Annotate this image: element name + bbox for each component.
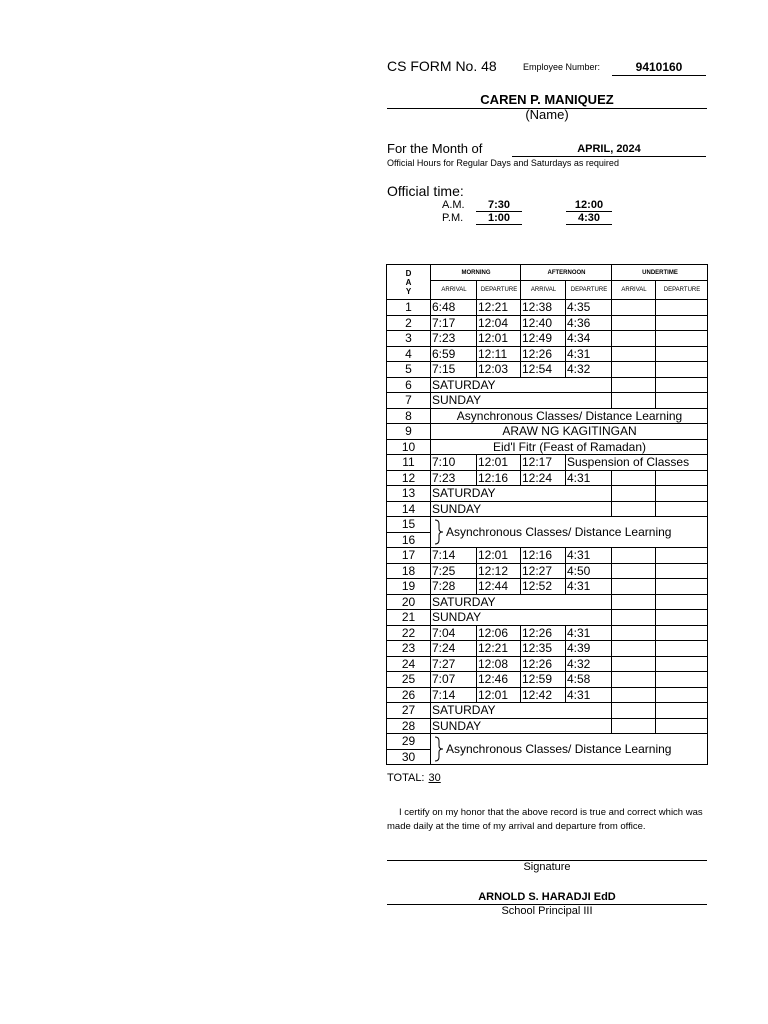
undertime-arrival <box>612 703 656 719</box>
day-label: SATURDAY <box>431 486 612 502</box>
day-label: SATURDAY <box>431 703 612 719</box>
signature-label: Signature <box>523 861 571 873</box>
day-note <box>431 734 708 765</box>
undertime-departure <box>656 300 708 316</box>
afternoon-departure: 4:31 <box>566 687 612 703</box>
morning-departure: 12:01 <box>477 548 521 564</box>
table-row <box>387 455 708 471</box>
official-time-label: Official time: <box>387 183 464 199</box>
afternoon-note: Suspension of Classes <box>566 455 708 471</box>
table-row <box>387 501 708 517</box>
table-row <box>387 641 708 657</box>
official-pm-departure: 4:30 <box>566 212 612 225</box>
afternoon-arrival: 12:26 <box>521 346 566 362</box>
morning-departure: 12:21 <box>477 641 521 657</box>
undertime-header: UNDERTIME <box>612 265 708 281</box>
morning-departure: 12:01 <box>477 331 521 347</box>
day-number: 29 <box>387 734 431 750</box>
morning-arrival: 7:27 <box>431 656 477 672</box>
table-row <box>387 718 708 734</box>
official-hours-note: Official Hours for Regular Days and Saturdays as required <box>387 158 619 168</box>
time-record-table <box>386 264 708 765</box>
day-number: 3 <box>387 331 431 347</box>
table-row <box>387 687 708 703</box>
undertime-arrival <box>612 718 656 734</box>
afternoon-arrival: 12:35 <box>521 641 566 657</box>
morning-departure: 12:06 <box>477 625 521 641</box>
undertime-arrival <box>612 610 656 626</box>
undertime-departure-header: DEPARTURE <box>656 281 708 300</box>
month-value: APRIL, 2024 <box>512 143 706 157</box>
afternoon-arrival-header: ARRIVAL <box>521 281 566 300</box>
day-number: 20 <box>387 594 431 610</box>
undertime-departure <box>656 331 708 347</box>
afternoon-departure: 4:32 <box>566 362 612 378</box>
brace-note-text: Asynchronous Classes/ Distance Learning <box>446 742 672 756</box>
table-row <box>387 315 708 331</box>
afternoon-departure: 4:36 <box>566 315 612 331</box>
morning-departure: 12:03 <box>477 362 521 378</box>
undertime-arrival <box>612 687 656 703</box>
afternoon-arrival: 12:26 <box>521 656 566 672</box>
day-number: 11 <box>387 455 431 471</box>
day-number: 7 <box>387 393 431 409</box>
afternoon-arrival: 12:52 <box>521 579 566 595</box>
undertime-arrival <box>612 486 656 502</box>
table-row <box>387 346 708 362</box>
undertime-arrival-header: ARRIVAL <box>612 281 656 300</box>
am-label: A.M. <box>442 199 465 211</box>
day-number: 8 <box>387 408 431 424</box>
afternoon-departure: 4:34 <box>566 331 612 347</box>
undertime-departure <box>656 501 708 517</box>
day-number: 9 <box>387 424 431 440</box>
undertime-arrival <box>612 672 656 688</box>
day-number: 2 <box>387 315 431 331</box>
undertime-departure <box>656 610 708 626</box>
undertime-departure <box>656 687 708 703</box>
undertime-arrival <box>612 579 656 595</box>
day-label: SUNDAY <box>431 610 612 626</box>
undertime-arrival <box>612 594 656 610</box>
afternoon-arrival: 12:26 <box>521 625 566 641</box>
undertime-arrival <box>612 377 656 393</box>
morning-arrival: 6:48 <box>431 300 477 316</box>
undertime-arrival <box>612 563 656 579</box>
table-row <box>387 517 708 533</box>
month-label: For the Month of <box>387 141 483 156</box>
morning-departure: 12:21 <box>477 300 521 316</box>
afternoon-departure: 4:31 <box>566 346 612 362</box>
table-row <box>387 300 708 316</box>
afternoon-arrival: 12:38 <box>521 300 566 316</box>
day-number: 18 <box>387 563 431 579</box>
morning-arrival: 7:17 <box>431 315 477 331</box>
day-number: 10 <box>387 439 431 455</box>
day-number: 25 <box>387 672 431 688</box>
table-row <box>387 734 708 750</box>
afternoon-departure: 4:31 <box>566 625 612 641</box>
morning-arrival: 7:28 <box>431 579 477 595</box>
brace-icon <box>434 519 444 545</box>
morning-arrival: 7:04 <box>431 625 477 641</box>
afternoon-arrival: 12:42 <box>521 687 566 703</box>
afternoon-arrival: 12:49 <box>521 331 566 347</box>
morning-arrival: 7:24 <box>431 641 477 657</box>
table-row <box>387 703 708 719</box>
table-row <box>387 548 708 564</box>
table-row <box>387 594 708 610</box>
table-row <box>387 393 708 409</box>
morning-departure: 12:01 <box>477 687 521 703</box>
day-number: 23 <box>387 641 431 657</box>
total <box>387 772 441 784</box>
morning-header: MORNING <box>431 265 521 281</box>
undertime-arrival <box>612 362 656 378</box>
undertime-arrival <box>612 315 656 331</box>
morning-departure: 12:46 <box>477 672 521 688</box>
name-caption: (Name) <box>525 107 569 122</box>
day-number: 19 <box>387 579 431 595</box>
undertime-departure <box>656 718 708 734</box>
undertime-departure <box>656 486 708 502</box>
table-row <box>387 579 708 595</box>
day-header: D A Y <box>387 265 431 300</box>
undertime-arrival <box>612 393 656 409</box>
morning-departure: 12:44 <box>477 579 521 595</box>
principal-title: School Principal III <box>501 905 593 917</box>
table-row <box>387 377 708 393</box>
undertime-departure <box>656 470 708 486</box>
table-row <box>387 362 708 378</box>
undertime-arrival <box>612 470 656 486</box>
day-number: 5 <box>387 362 431 378</box>
day-label: SUNDAY <box>431 501 612 517</box>
undertime-departure <box>656 548 708 564</box>
afternoon-arrival: 12:16 <box>521 548 566 564</box>
day-number: 14 <box>387 501 431 517</box>
morning-arrival: 7:23 <box>431 470 477 486</box>
brace-note-text: Asynchronous Classes/ Distance Learning <box>446 525 672 539</box>
morning-departure: 12:11 <box>477 346 521 362</box>
undertime-departure <box>656 362 708 378</box>
afternoon-arrival: 12:24 <box>521 470 566 486</box>
day-number: 26 <box>387 687 431 703</box>
undertime-departure <box>656 315 708 331</box>
day-number: 21 <box>387 610 431 626</box>
table-row <box>387 486 708 502</box>
undertime-departure <box>656 393 708 409</box>
day-number: 12 <box>387 470 431 486</box>
day-number: 6 <box>387 377 431 393</box>
afternoon-arrival: 12:59 <box>521 672 566 688</box>
undertime-departure <box>656 672 708 688</box>
morning-departure: 12:12 <box>477 563 521 579</box>
morning-arrival-header: ARRIVAL <box>431 281 477 300</box>
total-label: TOTAL: <box>387 772 425 784</box>
day-number: 22 <box>387 625 431 641</box>
day-number: 16 <box>387 532 431 548</box>
day-number: 28 <box>387 718 431 734</box>
form-number: CS FORM No. 48 <box>387 58 497 74</box>
day-label: SUNDAY <box>431 718 612 734</box>
afternoon-arrival: 12:40 <box>521 315 566 331</box>
day-label: SATURDAY <box>431 594 612 610</box>
undertime-arrival <box>612 548 656 564</box>
day-number: 1 <box>387 300 431 316</box>
morning-arrival: 7:10 <box>431 455 477 471</box>
afternoon-departure: 4:31 <box>566 548 612 564</box>
certification-text: I certify on my honor that the above record is true and correct which was made daily at the time of my arrival and departure from office. <box>387 807 703 832</box>
afternoon-arrival: 12:54 <box>521 362 566 378</box>
employee-number: 9410160 <box>612 60 706 76</box>
undertime-departure <box>656 656 708 672</box>
day-note: ARAW NG KAGITINGAN <box>431 424 708 440</box>
afternoon-departure: 4:58 <box>566 672 612 688</box>
official-am-arrival: 7:30 <box>476 199 522 212</box>
principal-name: ARNOLD S. HARADJI EdD <box>387 891 707 905</box>
day-note <box>431 517 708 548</box>
afternoon-departure: 4:32 <box>566 656 612 672</box>
afternoon-arrival: 12:27 <box>521 563 566 579</box>
table-row <box>387 439 708 455</box>
total-value: 30 <box>428 772 441 784</box>
day-number: 4 <box>387 346 431 362</box>
employee-number-label: Employee Number: <box>523 62 601 72</box>
undertime-arrival <box>612 331 656 347</box>
table-row <box>387 656 708 672</box>
afternoon-header: AFTERNOON <box>521 265 612 281</box>
undertime-arrival <box>612 625 656 641</box>
day-note: Asynchronous Classes/ Distance Learning <box>431 408 708 424</box>
day-number: 13 <box>387 486 431 502</box>
table-row <box>387 408 708 424</box>
table-row <box>387 610 708 626</box>
undertime-departure <box>656 641 708 657</box>
morning-departure: 12:16 <box>477 470 521 486</box>
undertime-departure <box>656 377 708 393</box>
afternoon-departure: 4:31 <box>566 579 612 595</box>
table-row <box>387 424 708 440</box>
day-number: 30 <box>387 749 431 765</box>
undertime-arrival <box>612 501 656 517</box>
afternoon-departure-header: DEPARTURE <box>566 281 612 300</box>
afternoon-departure: 4:31 <box>566 470 612 486</box>
undertime-arrival <box>612 300 656 316</box>
undertime-departure <box>656 579 708 595</box>
day-note: Eid'l Fitr (Feast of Ramadan) <box>431 439 708 455</box>
day-label: SATURDAY <box>431 377 612 393</box>
undertime-arrival <box>612 656 656 672</box>
table-row <box>387 470 708 486</box>
day-number: 15 <box>387 517 431 533</box>
morning-arrival: 7:23 <box>431 331 477 347</box>
table-row <box>387 331 708 347</box>
pm-label: P.M. <box>442 212 464 224</box>
morning-arrival: 7:14 <box>431 687 477 703</box>
morning-departure: 12:04 <box>477 315 521 331</box>
table-row <box>387 672 708 688</box>
table-row <box>387 563 708 579</box>
morning-departure: 12:01 <box>477 455 521 471</box>
employee-name: CAREN P. MANIQUEZ <box>387 92 707 109</box>
official-am-departure: 12:00 <box>566 199 612 212</box>
morning-arrival: 7:07 <box>431 672 477 688</box>
morning-arrival: 7:14 <box>431 548 477 564</box>
table-row <box>387 625 708 641</box>
undertime-departure <box>656 563 708 579</box>
afternoon-departure: 4:39 <box>566 641 612 657</box>
afternoon-departure: 4:50 <box>566 563 612 579</box>
day-number: 24 <box>387 656 431 672</box>
morning-arrival: 6:59 <box>431 346 477 362</box>
undertime-arrival <box>612 346 656 362</box>
morning-arrival: 7:15 <box>431 362 477 378</box>
afternoon-arrival: 12:17 <box>521 455 566 471</box>
day-label: SUNDAY <box>431 393 612 409</box>
official-pm-arrival: 1:00 <box>476 212 522 225</box>
undertime-departure <box>656 703 708 719</box>
day-number: 27 <box>387 703 431 719</box>
undertime-departure <box>656 594 708 610</box>
morning-departure-header: DEPARTURE <box>477 281 521 300</box>
morning-arrival: 7:25 <box>431 563 477 579</box>
afternoon-departure: 4:35 <box>566 300 612 316</box>
undertime-departure <box>656 346 708 362</box>
day-number: 17 <box>387 548 431 564</box>
undertime-departure <box>656 625 708 641</box>
brace-icon <box>434 736 444 762</box>
morning-departure: 12:08 <box>477 656 521 672</box>
undertime-arrival <box>612 641 656 657</box>
